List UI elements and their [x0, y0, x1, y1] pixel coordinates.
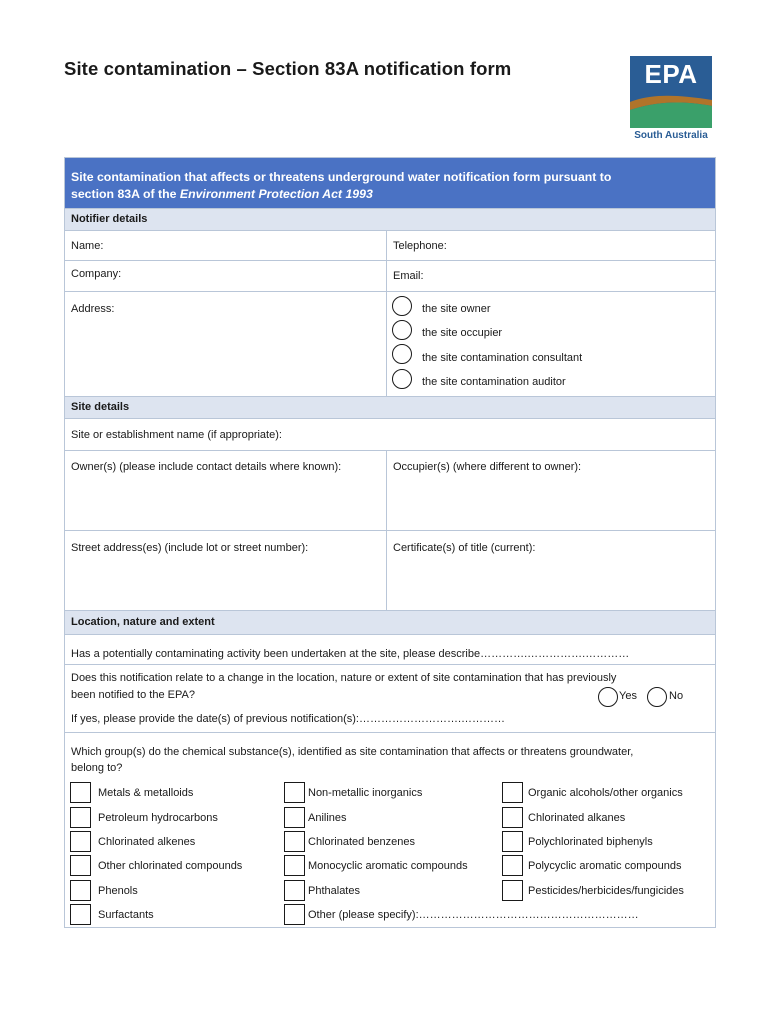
- checkbox-chlorinated-alkanes[interactable]: [502, 807, 523, 828]
- certificate-label: Certificate(s) of title (current):: [393, 542, 536, 554]
- email-label: Email:: [393, 270, 424, 282]
- label-anilines: Anilines: [308, 812, 347, 824]
- label-surfactants: Surfactants: [98, 909, 154, 921]
- question-change-line-1: Does this notification relate to a change in the location, nature or extent of site contamination that has previously: [71, 672, 617, 684]
- address-label: Address:: [71, 303, 115, 315]
- label-other-chlorinated: Other chlorinated compounds: [98, 860, 243, 872]
- header-line-2: [71, 186, 709, 203]
- form-header: [65, 158, 715, 208]
- logo-subtitle: South Australia: [634, 130, 708, 141]
- divider: [65, 291, 715, 292]
- label-petroleum: Petroleum hydrocarbons: [98, 812, 218, 824]
- role-radio-occupier[interactable]: [392, 320, 412, 340]
- checkbox-metals[interactable]: [70, 782, 91, 803]
- checkbox-non-metallic[interactable]: [284, 782, 305, 803]
- checkbox-pcb[interactable]: [502, 831, 523, 852]
- checkbox-other-specify[interactable]: [284, 904, 305, 925]
- label-chlorinated-alkanes: Chlorinated alkanes: [528, 812, 626, 824]
- company-label: Company:: [71, 268, 122, 280]
- question-change-line-2: been notified to the EPA?: [71, 689, 195, 701]
- column-divider: [386, 231, 387, 397]
- column-divider: [386, 450, 387, 611]
- header-line-2-prefix: section 83A of the: [71, 187, 180, 201]
- no-radio[interactable]: [647, 687, 667, 707]
- checkbox-petroleum[interactable]: [70, 807, 91, 828]
- label-other-specify: Other (please specify):……………………………………………………: [308, 909, 639, 921]
- checkbox-pesticides[interactable]: [502, 880, 523, 901]
- logo-text: EPA: [644, 59, 698, 89]
- checkbox-chlorinated-benzenes[interactable]: [284, 831, 305, 852]
- label-pcb: Polychlorinated biphenyls: [528, 836, 653, 848]
- checkbox-surfactants[interactable]: [70, 904, 91, 925]
- label-metals: Metals & metalloids: [98, 787, 194, 799]
- role-label-occupier: the site occupier: [422, 327, 503, 339]
- label-phenols: Phenols: [98, 885, 138, 897]
- checkbox-monocyclic[interactable]: [284, 855, 305, 876]
- divider: [65, 530, 715, 531]
- label-chlorinated-benzenes: Chlorinated benzenes: [308, 836, 416, 848]
- divider: [65, 664, 715, 665]
- role-label-owner: the site owner: [422, 303, 491, 315]
- checkbox-other-chlorinated[interactable]: [70, 855, 91, 876]
- label-monocyclic: Monocyclic aromatic compounds: [308, 860, 468, 872]
- epa-logo-mark: [630, 56, 712, 128]
- checkbox-chlorinated-alkenes[interactable]: [70, 831, 91, 852]
- divider: [65, 732, 715, 733]
- divider: [65, 450, 715, 451]
- checkbox-polycyclic[interactable]: [502, 855, 523, 876]
- role-radio-consultant[interactable]: [392, 344, 412, 364]
- role-radio-auditor[interactable]: [392, 369, 412, 389]
- checkbox-phenols[interactable]: [70, 880, 91, 901]
- notification-form: [64, 157, 716, 928]
- owners-label: Owner(s) (please include contact details where known):: [71, 461, 342, 473]
- epa-logo: [630, 56, 712, 142]
- question-previous-dates: If yes, please provide the date(s) of previous notification(s):……………………….…………: [71, 713, 506, 725]
- street-address-label: Street address(es) (include lot or street number):: [71, 542, 309, 554]
- name-label: Name:: [71, 240, 104, 252]
- role-label-consultant: the site contamination consultant: [422, 352, 583, 364]
- telephone-label: Telephone:: [393, 240, 447, 252]
- label-organic-alcohols: Organic alcohols/other organics: [528, 787, 683, 799]
- occupiers-label: Occupier(s) (where different to owner):: [393, 461, 582, 473]
- checkbox-phthalates[interactable]: [284, 880, 305, 901]
- page-title: Site contamination – Section 83A notification form: [64, 58, 512, 79]
- label-pesticides: Pesticides/herbicides/fungicides: [528, 885, 684, 897]
- landscape-icon: [630, 88, 712, 128]
- establishment-label: Site or establishment name (if appropriate):: [71, 429, 282, 441]
- role-radio-owner[interactable]: [392, 296, 412, 316]
- label-non-metallic: Non-metallic inorganics: [308, 787, 423, 799]
- no-label: No: [669, 690, 684, 702]
- question-contaminating-activity: Has a potentially contaminating activity been undertaken at the site, please describe………….…………….…………: [71, 648, 630, 660]
- question-groups-line-1: Which group(s) do the chemical substance(s), identified as site contamination that affects or threatens groundwater,: [71, 746, 634, 758]
- act-name: Environment Protection Act 1993: [179, 187, 373, 201]
- checkbox-organic-alcohols[interactable]: [502, 782, 523, 803]
- section-site-details: Site details: [65, 396, 715, 419]
- header-line-1: Site contamination that affects or threatens underground water notification form pursuant to: [71, 170, 612, 184]
- label-chlorinated-alkenes: Chlorinated alkenes: [98, 836, 196, 848]
- section-notifier-details: Notifier details: [65, 208, 715, 231]
- role-label-auditor: the site contamination auditor: [422, 376, 566, 388]
- question-groups-line-2: belong to?: [71, 762, 123, 774]
- yes-label: Yes: [619, 690, 637, 702]
- checkbox-anilines[interactable]: [284, 807, 305, 828]
- yes-radio[interactable]: [598, 687, 618, 707]
- divider: [65, 260, 715, 261]
- label-phthalates: Phthalates: [308, 885, 360, 897]
- section-location-nature-extent: Location, nature and extent: [65, 610, 715, 635]
- label-polycyclic: Polycyclic aromatic compounds: [528, 860, 682, 872]
